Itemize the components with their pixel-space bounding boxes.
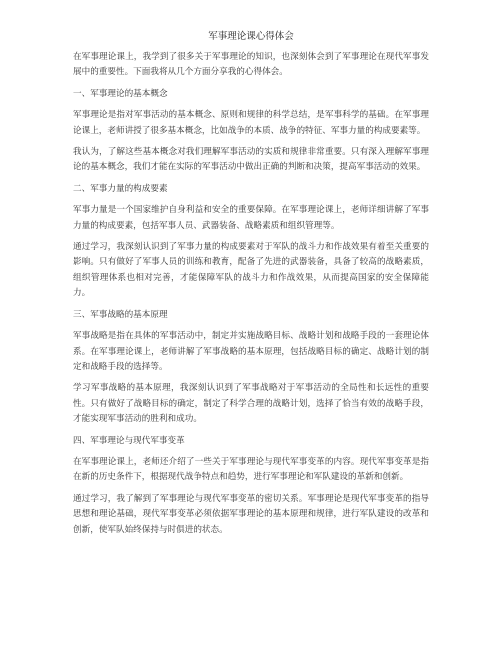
section-paragraph: 学习军事战略的基本原理，我深刻认识到了军事战略对于军事活动的全局性和长远性的重要性。只有做好了战略目标的确定，制定了科学合理的战略计划，选择了恰当有效的战略手段，才能实现军事活动的胜利和成功。 [73, 383, 429, 425]
section-paragraph: 军事理论是指对军事活动的基本概念、原则和规律的科学总结，是军事科学的基础。在军事理论课上，老师讲授了很多基本概念，比如战争的本质、战争的特征、军事力量的构成要素等。 [73, 110, 429, 136]
section-heading: 四、军事理论与现代军事变革 [73, 435, 185, 446]
section-heading: 二、军事力量的构成要素 [73, 183, 168, 194]
section-paragraph: 我认为，了解这些基本概念对我们理解军事活动的实质和规律非常重要。只有深入理解军事理论的基本概念，我们才能在实际的军事活动中做出正确的判断和决策，提高军事活动的效果。 [73, 147, 429, 173]
section-4 [73, 434, 429, 538]
section-2 [73, 182, 429, 302]
section-heading: 三、军事战略的基本原理 [73, 309, 168, 320]
section-paragraph: 在军事理论课上，老师还介绍了一些关于军事理论与现代军事变革的内容。现代军事变革是指在新的历史条件下，根据现代战争特点和趋势，进行军事理论和军队建设的革新和创新。 [73, 456, 429, 483]
section-heading: 一、军事理论的基本概念 [73, 88, 168, 99]
section-paragraph: 军事力量是一个国家维护自身利益和安全的重要保障。在军事理论课上，老师详细讲解了军事力量的构成要素，包括军事人员、武器装备、战略素质和组织管理等。 [73, 205, 429, 231]
section-1 [73, 87, 429, 176]
section-paragraph: 通过学习，我了解到了军事理论与现代军事变革的密切关系。军事理论是现代军事变革的指导思想和理论基础，现代军事变革必须依据军事理论的基本原理和规律，进行军队建设的改革和创新，使军队始终保持与时俱进的状态。 [73, 493, 429, 535]
intro-paragraph: 在军事理论课上，我学到了很多关于军事理论的知识，也深刻体会到了军事理论在现代军事发展中的重要性。下面我将从几个方面分享我的心得体会。 [73, 52, 429, 78]
section-paragraph: 军事战略是指在具体的军事活动中，制定并实施战略目标、战略计划和战略手段的一套理论体系。在军事理论课上，老师讲解了军事战略的基本原理，包括战略目标的确定、战略计划的制定和战略手段的选择等。 [73, 331, 429, 372]
section-3 [73, 308, 429, 428]
section-paragraph: 通过学习，我深刻认识到了军事力量的构成要素对于军队的战斗力和作战效果有着至关重要的影响。只有做好了军事人员的训练和教育，配备了先进的武器装备，具备了较高的战略素质，组织管理体系也相对完善，才能保障军队的战斗力和作战效果，从而提高国家的安全保障能力。 [73, 242, 429, 299]
document-title: 军事理论课心得体会 [208, 31, 294, 42]
